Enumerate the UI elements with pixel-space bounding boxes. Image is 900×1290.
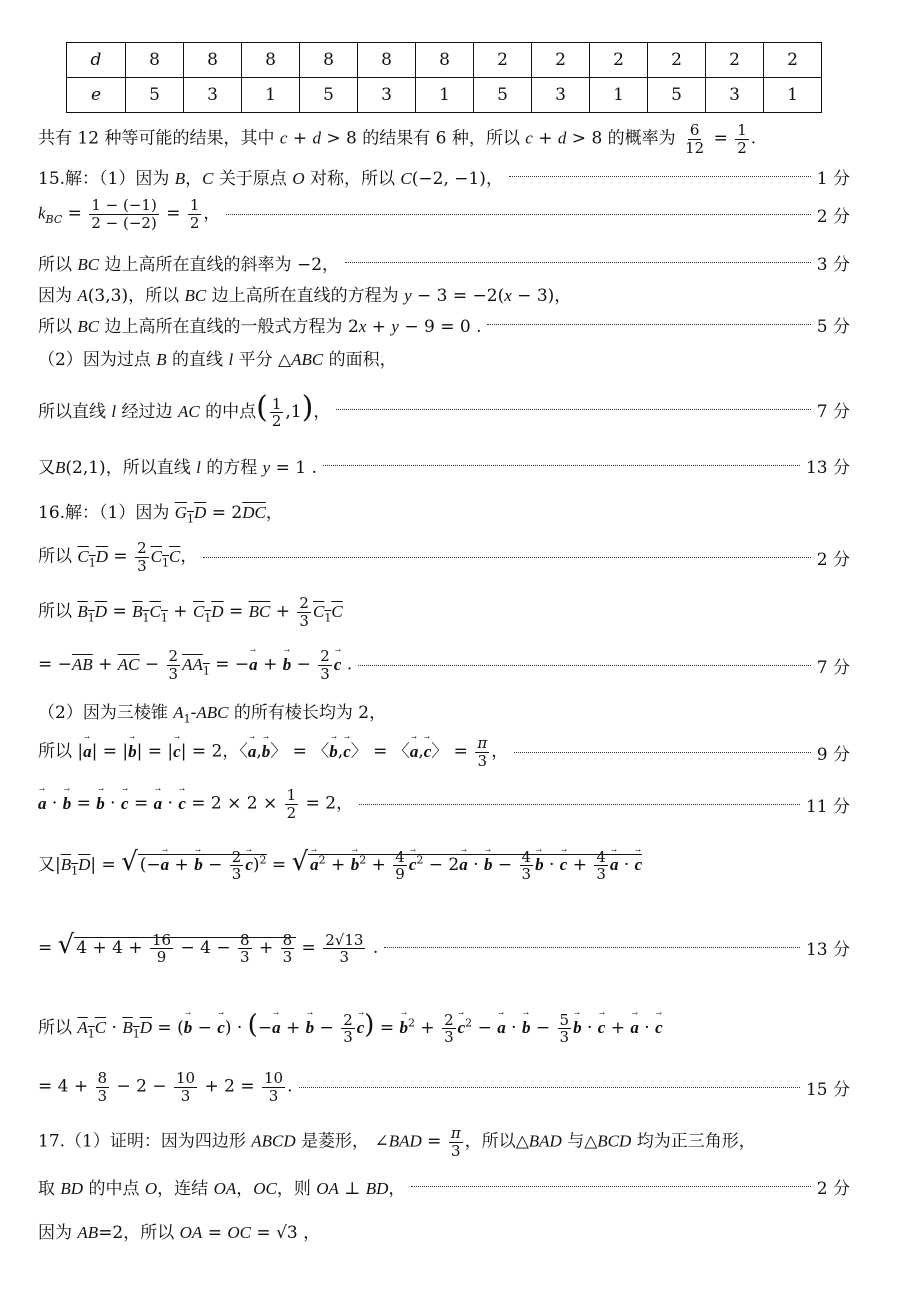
table-cell: 2 <box>648 43 706 78</box>
solution-15-line-3: 所以 BC 边上高所在直线的斜率为 −2， 3 分 <box>38 250 850 275</box>
score: 15 分 <box>805 1079 850 1100</box>
score: 2 分 <box>816 1179 850 1199</box>
score: 13 分 <box>805 940 850 961</box>
probability-conclusion: 共有 12 种等可能的结果，其中 c + d > 8 的结果有 6 种，所以 c + d > 8 的概率为 $\frac{6}{12}$ = $\frac{1}{2}$ . <box>38 121 757 157</box>
table-cell: 5 <box>126 78 184 113</box>
table-cell: 8 <box>126 43 184 78</box>
solution-16-line-1: 16.解：（1）因为 $G_1D = 2\overline{DC}$， <box>38 503 283 526</box>
row-label: e <box>67 78 126 113</box>
table-cell: 5 <box>300 78 358 113</box>
table-cell: 3 <box>184 78 242 113</box>
score: 1 分 <box>816 169 850 189</box>
table-cell: 2 <box>590 43 648 78</box>
score: 13 分 <box>805 458 850 478</box>
solution-16-line-9: = √ 4 + 4 + $\frac{16}{9}$ − 4 − $\frac{8}{3}$ + $\frac{8}{3}$ = $\frac{2√13}{3}$ . 13 分 <box>38 930 850 966</box>
solution-15-line-2: $k_{BC}$ = $\frac{1 - (-1)}{2 - (-2)}$ = $\frac{1}{2}$ ， 2 分 <box>38 196 850 232</box>
solution-17-line-2: 取 BD 的中点 O，连结 OA，OC，则 OA ⊥ BD， 2 分 <box>38 1174 850 1199</box>
table-cell: 8 <box>358 43 416 78</box>
table-cell: 3 <box>532 78 590 113</box>
table-cell: 5 <box>474 78 532 113</box>
table-cell: 5 <box>648 78 706 113</box>
table-cell: 1 <box>242 78 300 113</box>
outcome-table <box>66 42 822 113</box>
table-cell: 2 <box>706 43 764 78</box>
table-cell: 2 <box>532 43 590 78</box>
solution-16-line-11: = 4 + $\frac{8}{3}$ − 2 − $\frac{10}{3}$ + 2 = $\frac{10}{3}$ . 15 分 <box>38 1069 850 1105</box>
score: 7 分 <box>816 402 850 423</box>
score: 7 分 <box>816 657 850 678</box>
solution-16-line-7: → a · → b = → b · → c = → a · → c = 2 × 2 × $\frac{1}{2}$ = 2， 11 分 <box>38 787 850 821</box>
score: 2 分 <box>816 206 850 227</box>
solution-16-line-10: 所以 $A_1C \cdot B_1D$ = (→ b − → c) · (−→ a + → b − $\frac{2}{3}$ → c) = → $b^2$ + $\frac{2}{3}$ → $c^2$ − → a · → b − $\frac{5}{3}$ → b · → c + → a · → c <box>38 1010 850 1046</box>
score: 11 分 <box>805 796 850 817</box>
table-cell: 8 <box>242 43 300 78</box>
table-cell: 1 <box>416 78 474 113</box>
solution-16-line-4: = $-\overline{AB} + \overline{AC}$ − $\frac{2}{3}$ $AA_1$ = −→ a + → b − $\frac{2}{3}$ → c . 7 分 <box>38 648 850 682</box>
table-cell: 3 <box>706 78 764 113</box>
score: 9 分 <box>816 744 850 765</box>
score: 5 分 <box>816 317 850 337</box>
table-cell: 3 <box>358 78 416 113</box>
solution-17-line-3: 因为 AB=2，所以 OA = OC = √3 ， <box>38 1223 321 1243</box>
solution-15-line-4: 因为 A(3,3)，所以 BC 边上高所在直线的方程为 y − 3 = −2(x − 3)， <box>38 286 572 306</box>
table-cell: 1 <box>764 78 822 113</box>
solution-15-line-1: 15.解：（1）因为 B，C 关于原点 O 对称，所以 C(−2, −1)， 1 分 <box>38 164 850 189</box>
solution-16-line-3: 所以 $B_1D = B_1C_1 + C_1D = \overline{BC}$ + $\frac{2}{3}$ $C_1C$ <box>38 594 343 630</box>
solution-15-line-5: 所以 BC 边上高所在直线的一般式方程为 2x + y − 9 = 0 . 5 分 <box>38 312 850 337</box>
solution-15-midpoint: 所以直线 l 经过边 AC 的中点( $\frac{1}{2}$ ,1)， 7 分 <box>38 390 850 430</box>
table-cell: 2 <box>764 43 822 78</box>
solution-16-part-2: （2）因为三棱锥 $A_1$-ABC 的所有棱长均为 2， <box>38 703 387 726</box>
solution-16-line-2: 所以 $C_1D$ = $\frac{2}{3}$ $C_1C$， 2 分 <box>38 539 850 575</box>
table-row <box>67 43 822 78</box>
table-cell: 2 <box>474 43 532 78</box>
solution-15-final: 又B(2,1)，所以直线 l 的方程 y = 1 . 13 分 <box>38 453 850 478</box>
table-cell: 8 <box>416 43 474 78</box>
table-cell: 8 <box>300 43 358 78</box>
solution-17-line-1: 17.（1）证明：因为四边形 ABCD 是菱形， ∠BAD = $\frac{\pi}{3}$ ，所以△BAD 与△BCD 均为正三角形， <box>38 1124 756 1160</box>
row-label: d <box>67 43 126 78</box>
table-cell: 1 <box>590 78 648 113</box>
table-row <box>67 78 822 113</box>
score: 2 分 <box>816 549 850 570</box>
table-cell: 8 <box>184 43 242 78</box>
solution-16-line-6: 所以 |→ a| = |→ b| = |→ c| = 2，〈→ a,→ b〉 = 〈→ b,→ c〉 = 〈→ a,→ c〉 = $\frac{\pi}{3}$ ， 9 分 <box>38 735 850 769</box>
solution-15-part-2: （2）因为过点 B 的直线 l 平分 △ABC 的面积， <box>38 350 397 370</box>
solution-16-line-8: 又$|B_1D|$ = √ (−→ a + → b − $\frac{2}{3}$ → c)$^2$ = √ → $a^2$ + → $b^2$ + $\frac{4}{9}$ → $c^2 - 2\to a$ · → b − $\frac{4}{3}$ → b · → c + $\frac{4}{3}$ → a · → c <box>38 847 850 883</box>
score: 3 分 <box>816 255 850 275</box>
